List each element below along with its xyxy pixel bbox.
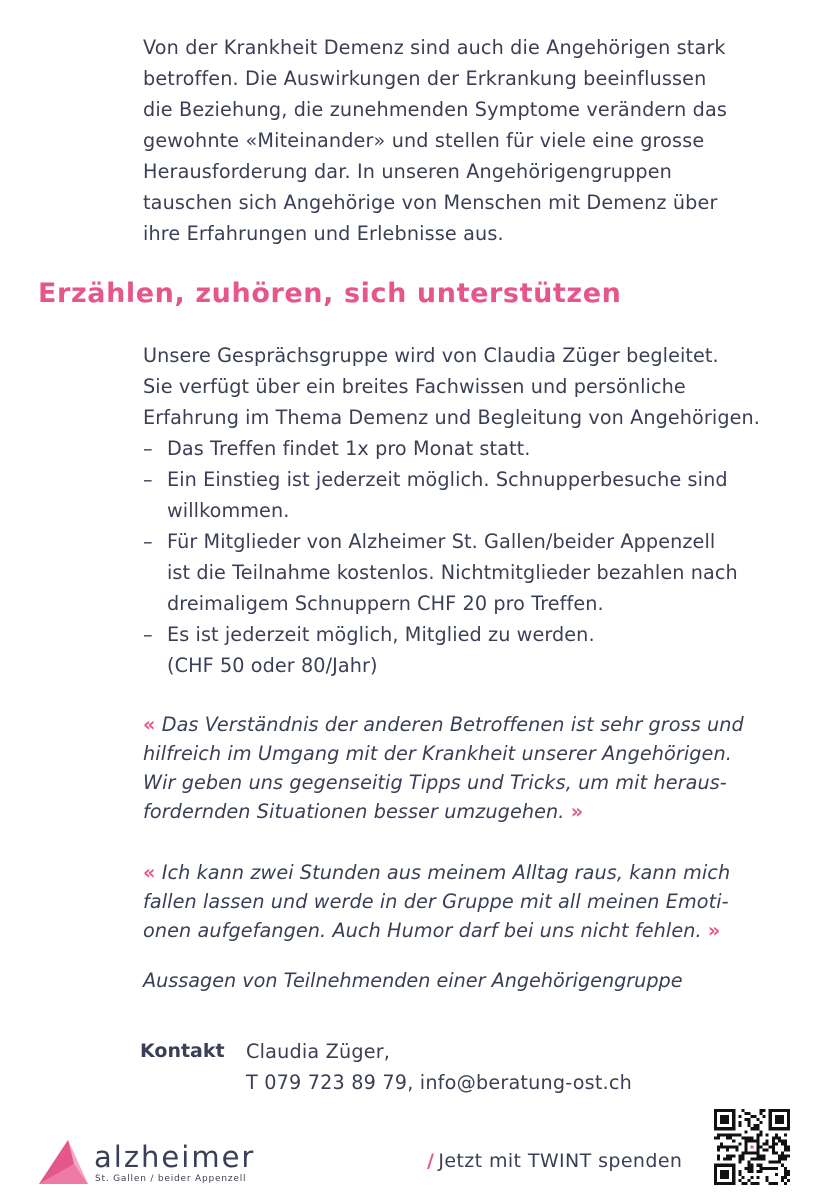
quote-text: Ich kann zwei Stunden aus meinem Alltag raus, kann mich — [161, 861, 731, 884]
contact-details: T 079 723 89 79, info@beratung-ost.ch — [246, 1071, 632, 1094]
quote-text: onen aufgefangen. Auch Humor darf bei uns nicht fehlen. — [143, 919, 702, 942]
bullet-list — [143, 433, 813, 681]
section-heading: Erzählen, zuhören, sich unterstützen — [38, 278, 622, 309]
dash-marker: – — [143, 468, 153, 491]
logo-name: alzheimer — [94, 1140, 256, 1174]
quote-line: fallen lassen und werde in der Gruppe mit all meinen Emoti- — [143, 890, 729, 913]
body-line: Unsere Gesprächsgruppe wird von Claudia Züger begleitet. — [143, 344, 719, 367]
intro-line: gewohnte «Miteinander» und stellen für viele eine grosse — [143, 129, 705, 152]
quote-line: Wir geben uns gegenseitig Tipps und Tricks, um mit heraus- — [143, 771, 727, 794]
logo-subtitle: St. Gallen / beider Appenzell — [95, 1174, 247, 1184]
intro-line: die Beziehung, die zunehmenden Symptome verändern das — [143, 98, 728, 121]
contact-info — [246, 1036, 632, 1098]
quote-line — [143, 858, 813, 887]
quote-line — [143, 710, 813, 739]
bullet-item — [143, 526, 813, 619]
intro-line: betroffen. Die Auswirkungen der Erkrankung beeinflussen — [143, 67, 707, 90]
bullet-line: Ein Einstieg ist jederzeit möglich. Schnupperbesuche sind — [167, 468, 728, 491]
intro-line: Von der Krankheit Demenz sind auch die Angehörigen stark — [143, 36, 726, 59]
bullet-item — [143, 619, 813, 681]
qr-code-icon[interactable] — [714, 1109, 790, 1185]
bullet-line: Es ist jederzeit möglich, Mitglied zu werden. — [167, 623, 595, 646]
body-line: Erfahrung im Thema Demenz und Begleitung von Angehörigen. — [143, 406, 760, 429]
dash-marker: – — [143, 437, 153, 460]
body-line: Sie verfügt über ein breites Fachwissen und persönliche — [143, 375, 686, 398]
twint-donate-text — [427, 1150, 682, 1172]
quote-close-mark: » — [570, 800, 584, 823]
contact-label: Kontakt — [140, 1040, 225, 1062]
intro-line: ihre Erfahrungen und Erlebnisse aus. — [143, 222, 504, 245]
quote-open-mark: « — [143, 713, 156, 736]
quote-attribution: Aussagen von Teilnehmenden einer Angehörigengruppe — [143, 969, 683, 992]
bullet-line: ist die Teilnahme kostenlos. Nichtmitglieder bezahlen nach — [167, 561, 738, 584]
bullet-item — [143, 433, 813, 464]
bullet-line: willkommen. — [167, 499, 290, 522]
dash-marker: – — [143, 530, 153, 553]
quote-line — [143, 797, 813, 826]
bullet-line: Das Treffen findet 1x pro Monat statt. — [167, 437, 531, 460]
quote-text: Das Verständnis der anderen Betroffenen ist sehr gross und — [161, 713, 744, 736]
quote-line: hilfreich im Umgang mit der Krankheit unserer Angehörigen. — [143, 742, 732, 765]
quote-open-mark: « — [143, 861, 156, 884]
quote-text: fordernden Situationen besser umzugehen. — [143, 800, 565, 823]
slash-mark: / — [427, 1150, 435, 1172]
quote-1 — [143, 710, 813, 826]
bullet-line: Für Mitglieder von Alzheimer St. Gallen/beider Appenzell — [167, 530, 716, 553]
intro-paragraph — [143, 32, 813, 249]
dash-marker: – — [143, 623, 153, 646]
intro-line: tauschen sich Angehörige von Menschen mit Demenz über — [143, 191, 718, 214]
alzheimer-logo — [36, 1134, 266, 1186]
quote-2 — [143, 858, 813, 945]
intro-line: Herausforderung dar. In unseren Angehörigengruppen — [143, 160, 672, 183]
quote-line — [143, 916, 813, 945]
section-body — [143, 340, 813, 681]
quote-close-mark: » — [707, 919, 721, 942]
bullet-line: (CHF 50 oder 80/Jahr) — [167, 654, 378, 677]
contact-name: Claudia Züger, — [246, 1040, 391, 1063]
bullet-line: dreimaligem Schnuppern CHF 20 pro Treffen. — [167, 592, 604, 615]
bullet-item — [143, 464, 813, 526]
twint-label: Jetzt mit TWINT spenden — [438, 1150, 683, 1172]
